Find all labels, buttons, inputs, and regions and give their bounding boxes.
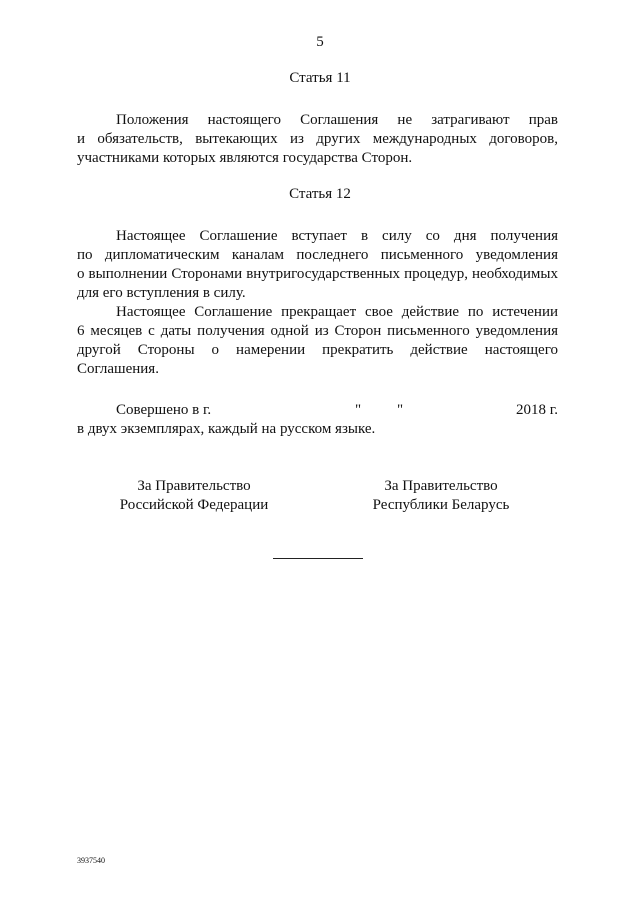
signatory-line: Российской Федерации <box>119 497 269 513</box>
article-11-heading: Статья 11 <box>289 70 351 86</box>
article-11-paragraph <box>77 111 558 168</box>
signatory-line: За Правительство <box>137 478 251 494</box>
paragraph-line: другой Стороны о намерении прекратить действие настоящего <box>77 342 558 358</box>
paragraph-line: Положения настоящего Соглашения не затрагивают прав <box>116 112 558 128</box>
paragraph-line: Соглашения. <box>77 361 159 377</box>
year-text: 2018 г. <box>516 402 558 418</box>
paragraph-line: Настоящее Соглашение прекращает свое действие по истечении <box>116 304 558 320</box>
paragraph-line: по дипломатическим каналам последнего письменного уведомления <box>77 247 558 263</box>
paragraph-line: 6 месяцев с даты получения одной из Сторон письменного уведомления <box>77 323 558 339</box>
signatory-belarus <box>346 477 536 515</box>
paragraph-line: Настоящее Соглашение вступает в силу со дня получения <box>116 228 558 244</box>
copies-text: в двух экземплярах, каждый на русском языке. <box>77 421 376 437</box>
paragraph-line: и обязательств, вытекающих из других международных договоров, <box>77 131 558 147</box>
article-12-paragraph-2 <box>77 303 558 379</box>
paragraph-line: о выполнении Сторонами внутригосударственных процедур, необходимых <box>77 266 558 282</box>
signatory-russia <box>99 477 289 515</box>
document-code: 3937540 <box>77 856 105 865</box>
article-12-heading: Статья 12 <box>289 186 351 202</box>
article-12-paragraph-1 <box>77 227 558 303</box>
paragraph-line: участниками которых являются государства Сторон. <box>77 150 413 166</box>
date-quote-open: " <box>355 402 362 418</box>
date-quote-close: " <box>397 402 404 418</box>
end-divider <box>273 558 363 559</box>
signatory-line: За Правительство <box>384 478 498 494</box>
done-in-label: Совершено в г. <box>116 402 212 418</box>
signatory-line: Республики Беларусь <box>372 497 510 513</box>
page-number: 5 <box>316 34 324 50</box>
paragraph-line: для его вступления в силу. <box>77 285 246 301</box>
